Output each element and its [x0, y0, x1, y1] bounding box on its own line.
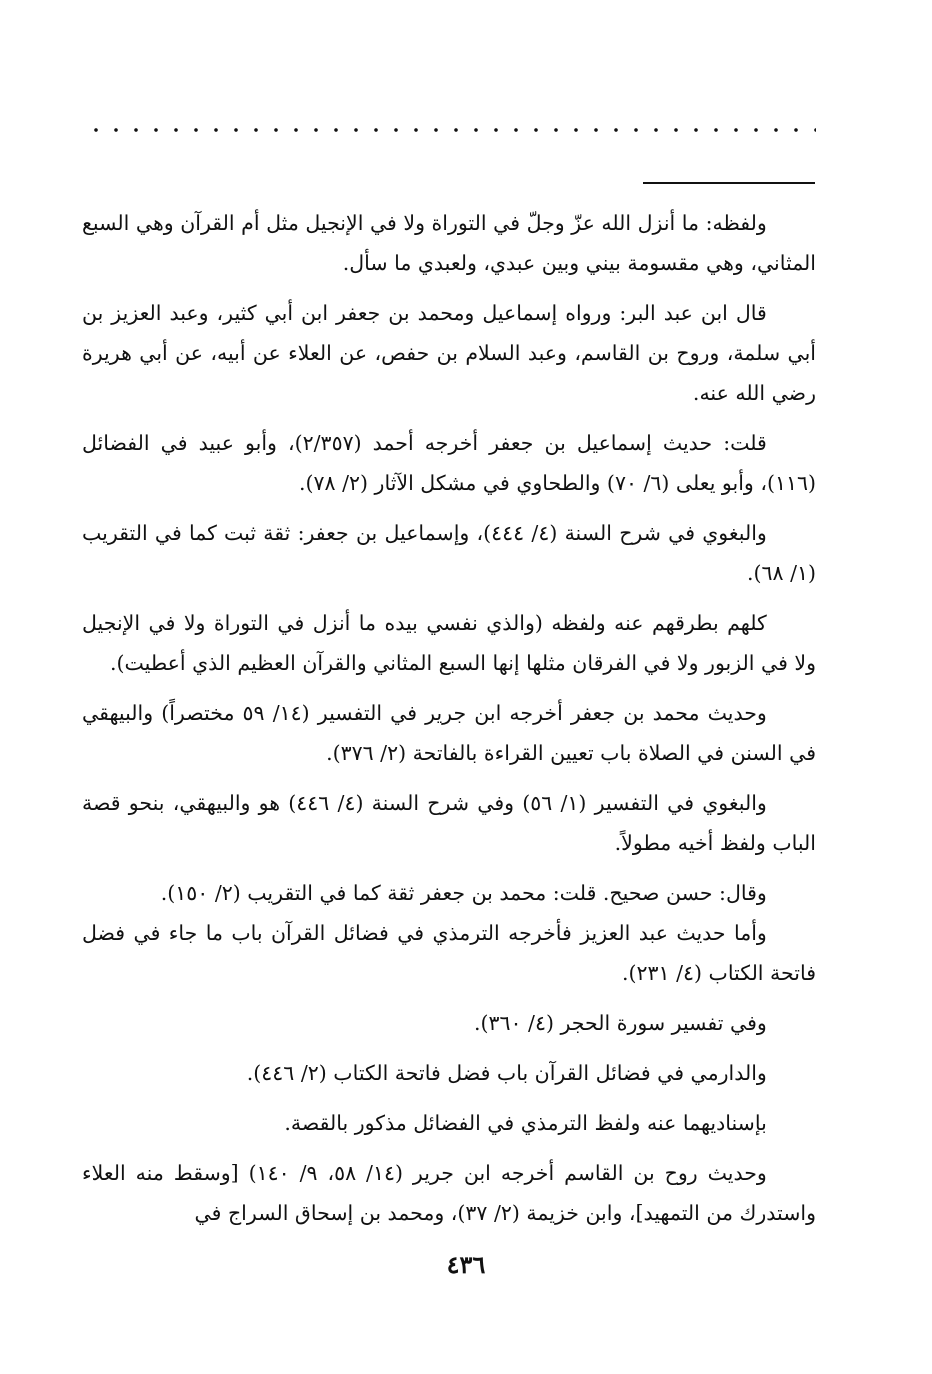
footnote-rule [643, 182, 815, 184]
paragraph-ibn-abd-al-barr: قال ابن عبد البر: ورواه إسماعيل ومحمد بن جعفر ابن أبي كثير، وعبد العزيز بن أبي سلمة، وروح بن القاسم، وعبد السلام بن حفص، عن العلاء عن أبيه، عن أبي هريرة رضي الله عنه. [82, 301, 816, 405]
paragraph-tafsir-al-hijr: وفي تفسير سورة الحجر (٤/ ٣٦٠). [473, 1011, 767, 1035]
paragraph-hadith-rawh: وحديث روح بن القاسم أخرجه ابن جرير (١٤/ ٥٨، ٩/ ١٤٠) [وسقط منه العلاء واستدرك من التمهيد]، وابن خزيمة (٢/ ٣٧)، ومحمد بن إسحاق السراج في [82, 1161, 816, 1225]
paragraph-baghawi-sharh: والبغوي في شرح السنة (٤/ ٤٤٤)، وإسماعيل بن جعفر: ثقة ثبت كما في التقريب (١/ ٦٨). [82, 521, 816, 585]
paragraph-hadith-ismail: قلت: حديث إسماعيل بن جعفر أخرجه أحمد (٢/٣٥٧)، وأبو عبيد في الفضائل (١١٦)، وأبو يعلى (٦/ ٧٠) والطحاوي في مشكل الآثار (٢/ ٧٨). [82, 431, 816, 495]
paragraph-wa-qal: وقال: حسن صحيح. قلت: محمد بن جعفر ثقة كما في التقريب (٢/ ١٥٠). [160, 881, 767, 905]
page-number: ٤٣٦ [446, 1250, 486, 1279]
paragraph-hadith-abd-al-aziz: وأما حديث عبد العزيز فأخرجه الترمذي في فضائل القرآن باب ما جاء في فضل فاتحة الكتاب (٤/ ٢٣١). [82, 921, 816, 985]
paragraph-lafzuhu: ولفظه: ما أنزل الله عزّ وجلّ في التوراة ولا في الإنجيل مثل أم القرآن وهي السبع المثاني، وهي مقسومة بيني وبين عبدي، ولعبدي ما سأل. [82, 211, 816, 275]
paragraph-hadith-muhammad: وحديث محمد بن جعفر أخرجه ابن جرير في التفسير (١٤/ ٥٩ مختصراً) والبيهقي في السنن في الصلاة باب تعيين القراءة بالفاتحة (٢/ ٣٧٦). [82, 701, 816, 765]
paragraph-baghawi-tafsir: والبغوي في التفسير (١/ ٥٦) وفي شرح السنة (٤/ ٤٤٦) هو والبيهقي، بنحو قصة الباب ولفظ أخيه مطولاً. [82, 791, 816, 855]
dotted-separator [86, 127, 816, 133]
footnote-text [82, 203, 816, 1233]
paragraph-kulluhum: كلهم بطرقهم عنه ولفظه (والذي نفسي بيده ما أنزل في التوراة ولا في الإنجيل ولا في الزبور ولا في الفرقان مثلها إنها السبع المثاني والقرآن العظيم الذي أعطيت). [82, 611, 816, 675]
paragraph-darimi: والدارمي في فضائل القرآن باب فضل فاتحة الكتاب (٢/ ٤٤٦). [246, 1061, 767, 1085]
paragraph-bi-isnadayhima: بإسناديهما عنه ولفظ الترمذي في الفضائل مذكور بالقصة. [284, 1111, 767, 1135]
